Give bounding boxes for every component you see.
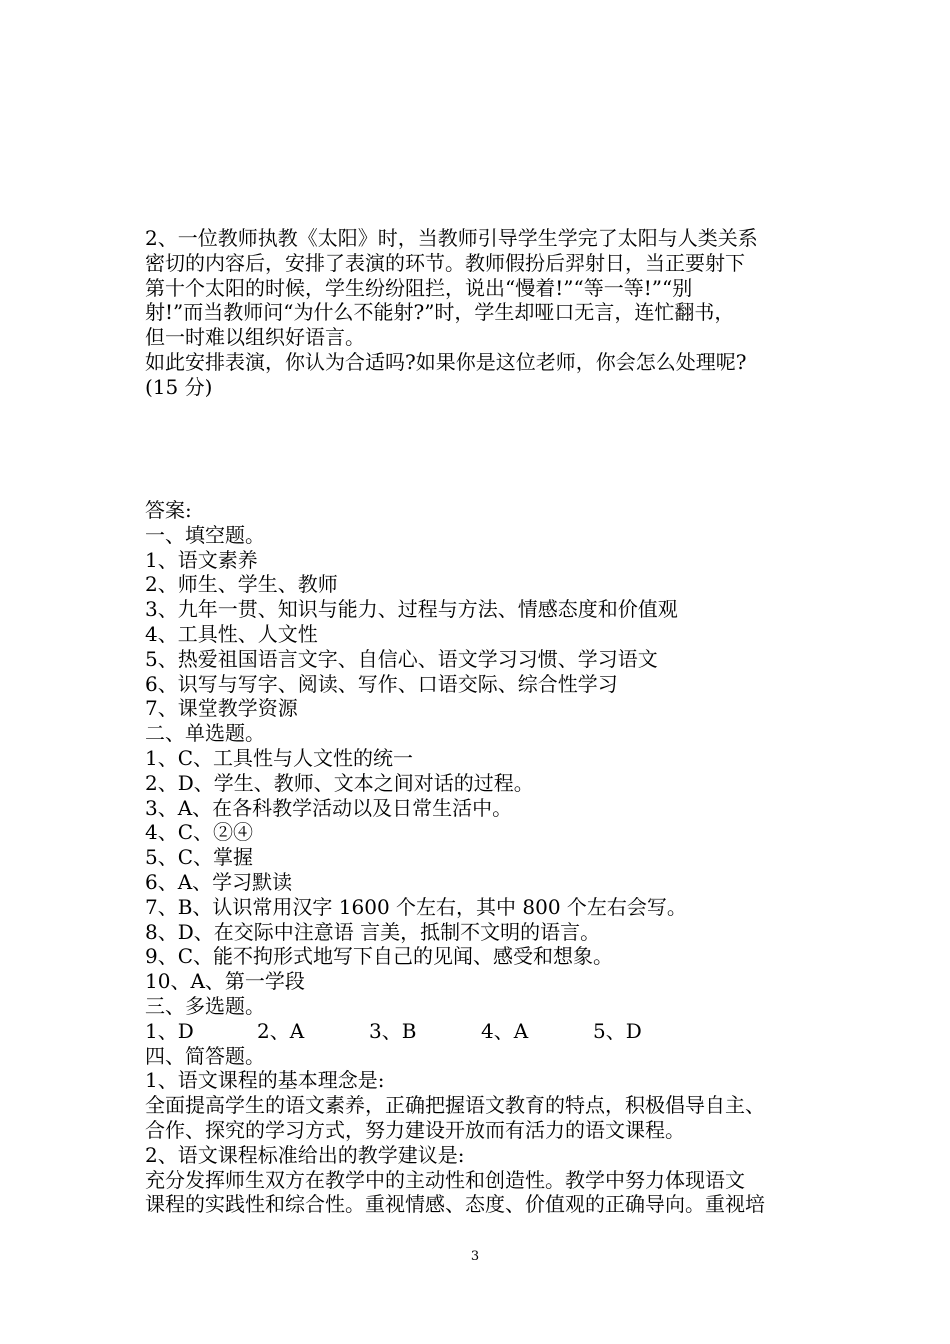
answer-item: 2、A (257, 1018, 305, 1043)
answer-item: 7、B、认识常用汉字 1600 个左右，其中 800 个左右会写。 (145, 894, 687, 919)
section-heading-multi-choice: 三、多选题。 (145, 993, 265, 1018)
section-heading-fill-blank: 一、填空题。 (145, 522, 265, 547)
question-2 (145, 226, 825, 400)
answer-item: 6、识写与写字、阅读、写作、口语交际、综合性学习 (145, 671, 618, 696)
question-line: 密切的内容后，安排了表演的环节。教师假扮后羿射日，当正要射下 (145, 250, 745, 275)
answer-line: 课程的实践性和综合性。重视情感、态度、价值观的正确导向。重视培 (145, 1192, 765, 1217)
section-heading-short-answer: 四、简答题。 (145, 1043, 265, 1068)
question-line: 但一时难以组织好语言。 (145, 325, 365, 350)
answer-item: 1、语文素养 (145, 547, 258, 572)
answer-item: 3、九年一贯、知识与能力、过程与方法、情感态度和价值观 (145, 597, 678, 622)
answer-line: 充分发挥师生双方在教学中的主动性和创造性。教学中努力体现语文 (145, 1167, 745, 1192)
section-heading-single-choice: 二、单选题。 (145, 721, 265, 746)
answer-item: 4、C、②④ (145, 820, 254, 845)
answer-item: 7、课堂教学资源 (145, 696, 298, 721)
answer-item: 3、B (369, 1018, 417, 1043)
answers-section (145, 498, 825, 1217)
answer-item: 2、师生、学生、教师 (145, 572, 338, 597)
answer-item: 4、A (481, 1018, 529, 1043)
answer-line: 2、语文课程标准给出的教学建议是: (145, 1142, 465, 1167)
answer-item: 9、C、能不拘形式地写下自己的见闻、感受和想象。 (145, 944, 614, 969)
answer-item: 1、C、工具性与人文性的统一 (145, 745, 414, 770)
answer-item: 4、工具性、人文性 (145, 621, 318, 646)
answer-line: 合作、探究的学习方式，努力建设开放而有活力的语文课程。 (145, 1117, 685, 1142)
answer-item: 2、D、学生、教师、文本之间对话的过程。 (145, 770, 534, 795)
question-line: (15 分) (145, 374, 213, 399)
answer-item: 1、D (145, 1018, 194, 1043)
question-line: 2、一位教师执教《太阳》时，当教师引导学生学完了太阳与人类关系 (145, 226, 758, 250)
answer-line: 1、语文课程的基本理念是: (145, 1068, 385, 1093)
answer-item: 5、热爱祖国语言文字、自信心、语文学习习惯、学习语文 (145, 646, 658, 671)
answer-item: 6、A、学习默读 (145, 869, 293, 894)
answer-item: 3、A、在各科教学活动以及日常生活中。 (145, 795, 513, 820)
page-number: 3 (470, 1249, 480, 1264)
answer-item: 5、D (593, 1018, 642, 1043)
answer-line: 全面提高学生的语文素养，正确把握语文教育的特点，积极倡导自主、 (145, 1093, 765, 1118)
answer-item: 8、D、在交际中注意语 言美，抵制不文明的语言。 (145, 919, 601, 944)
answer-item: 10、A、第一学段 (145, 969, 305, 994)
question-line: 如此安排表演，你认为合适吗?如果你是这位老师，你会怎么处理呢? (145, 349, 747, 374)
multi-choice-answers (145, 1019, 825, 1044)
answers-title: 答案: (145, 498, 192, 522)
question-line: 第十个太阳的时候，学生纷纷阻拦，说出“慢着!”“等一等!”“别 (145, 275, 693, 300)
answer-item: 5、C、掌握 (145, 845, 254, 870)
question-line: 射!”而当教师问“为什么不能射?”时，学生却哑口无言，连忙翻书， (145, 300, 735, 325)
